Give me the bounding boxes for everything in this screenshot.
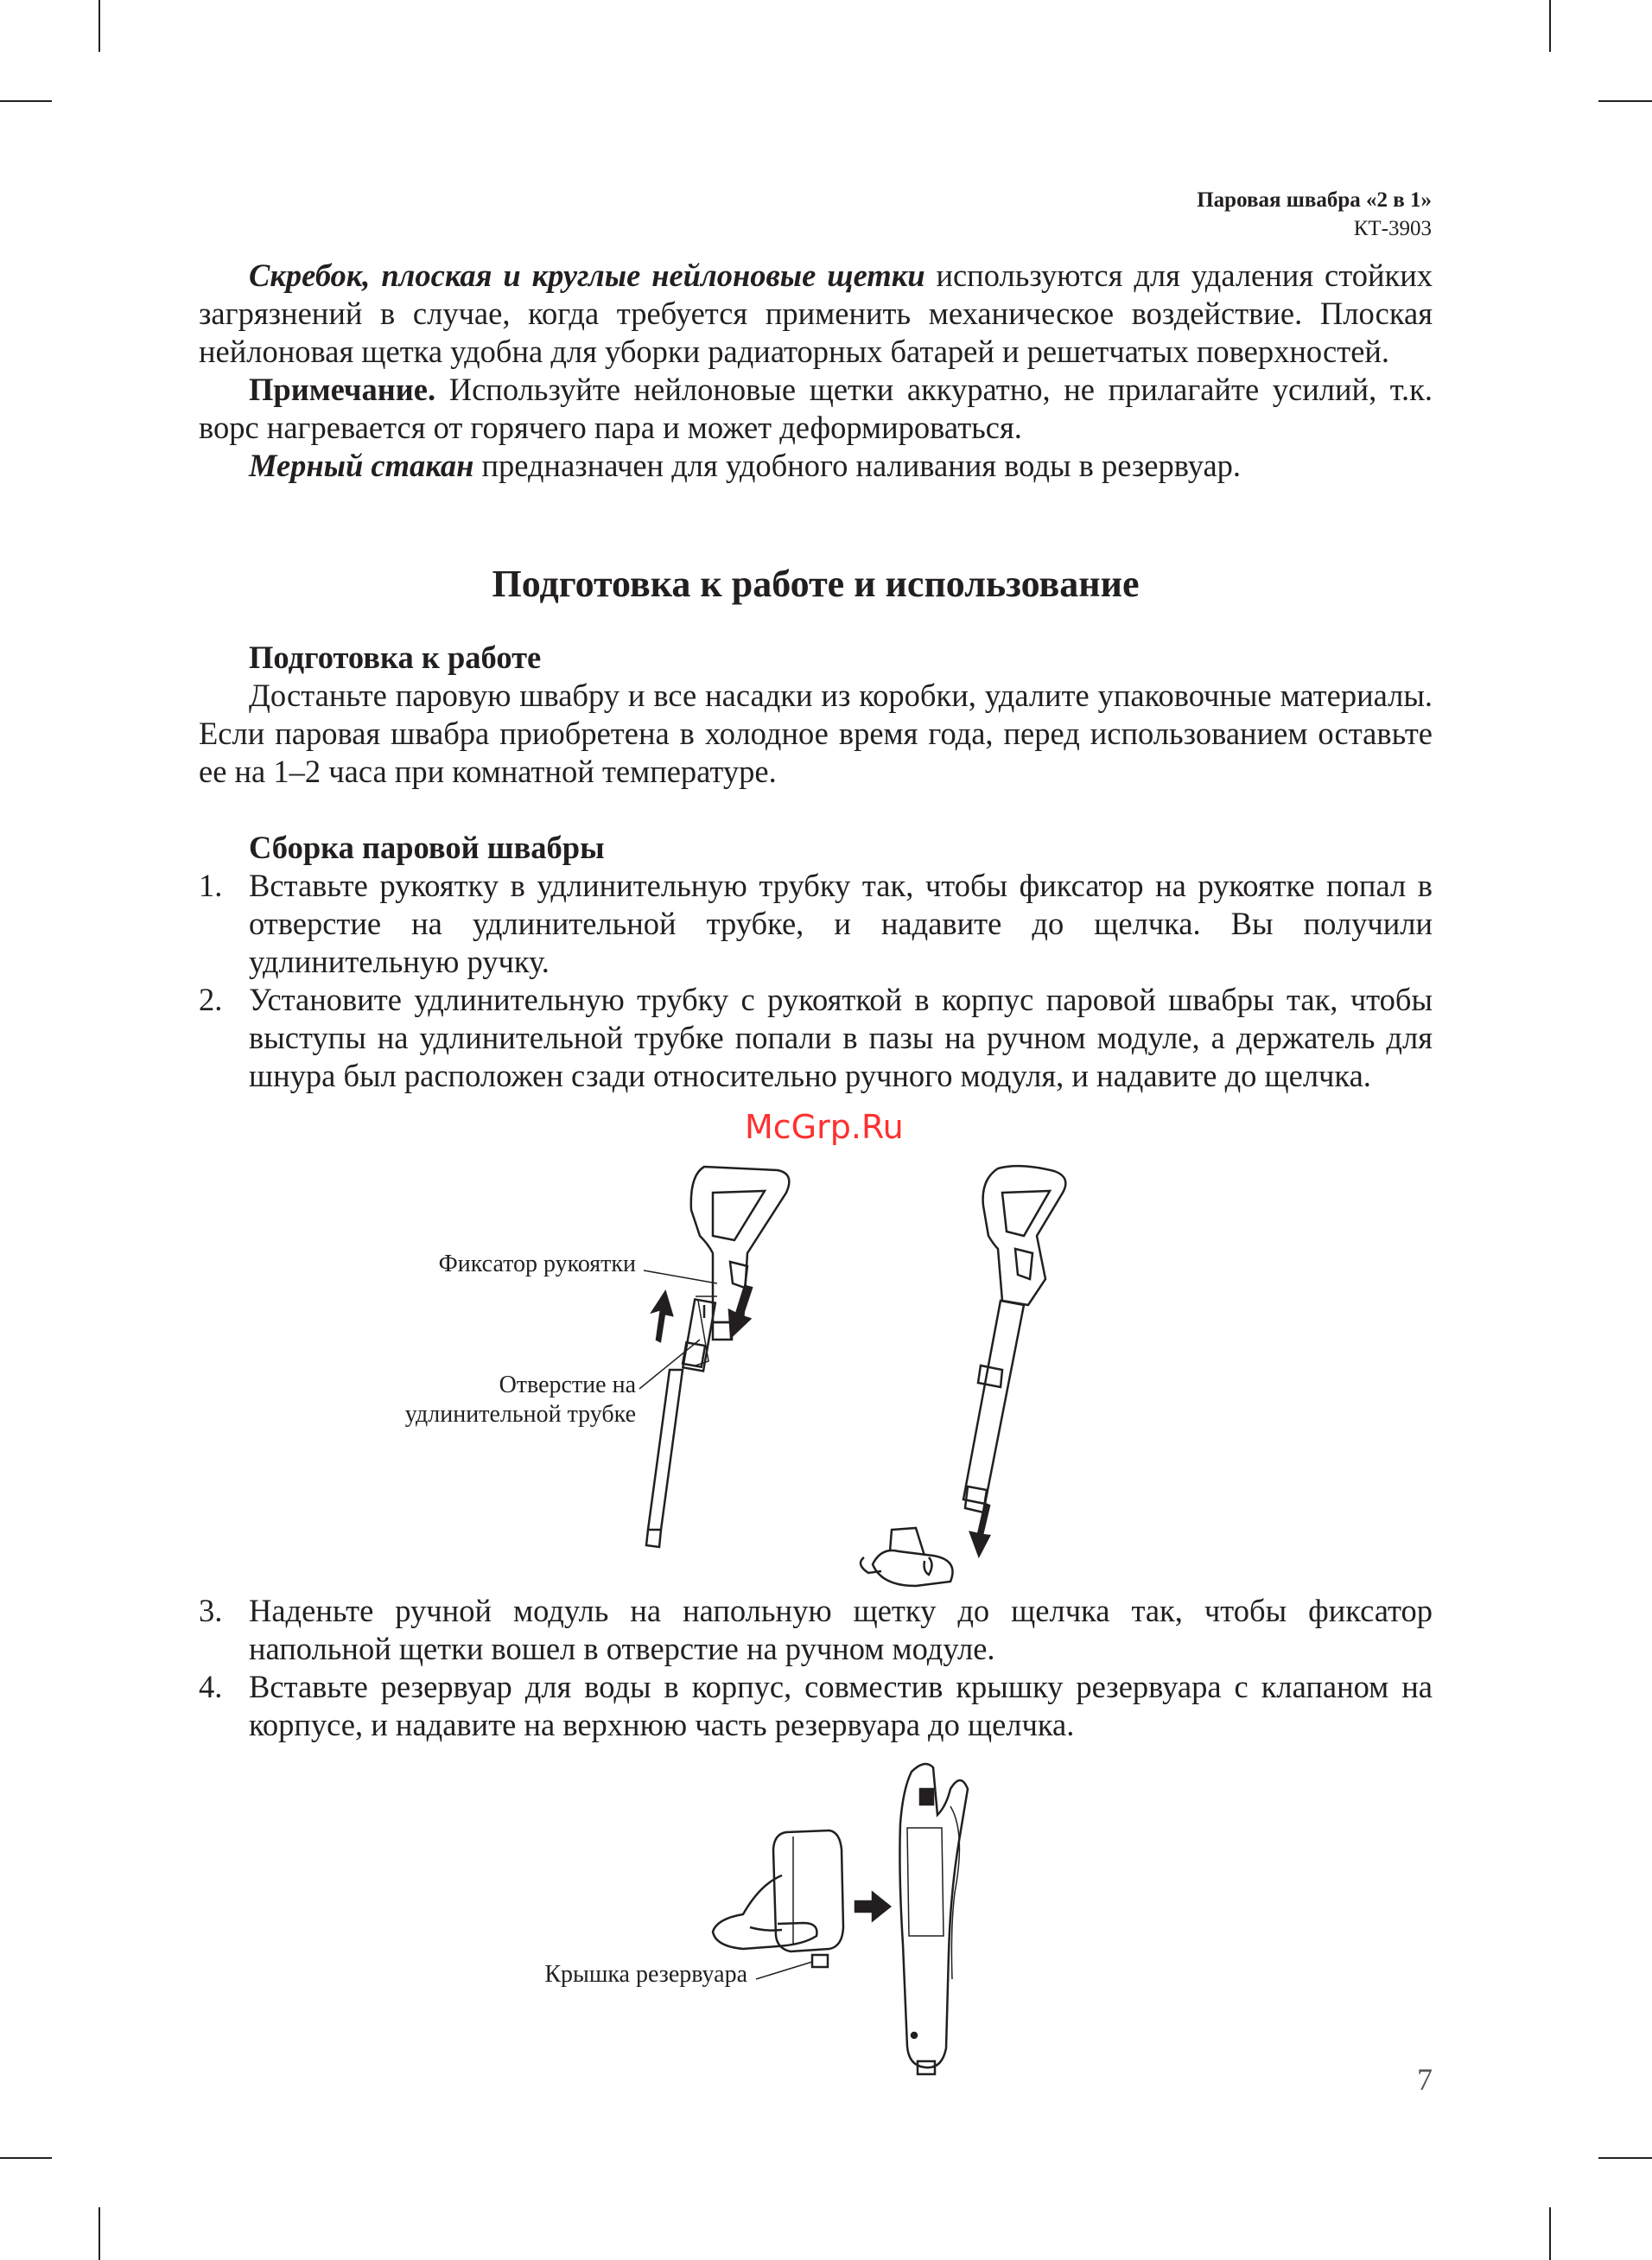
- step-text: Вставьте резервуар для воды в корпус, совместив крышку резервуара с клапаном на корпусе, и надавите на верхнюю часть резервуара до щелчка.: [249, 1669, 1433, 1742]
- paragraph-brushes: [199, 257, 1433, 371]
- paragraph-cup-text: предназначен для удобного наливания воды в резервуар.: [473, 448, 1242, 483]
- label-tank-cap: Крышка резервуара: [544, 1961, 747, 1988]
- crop-mark: [0, 2157, 52, 2159]
- crop-mark: [1598, 100, 1652, 102]
- crop-mark: [1598, 2157, 1652, 2159]
- step-number: 3.: [199, 1593, 223, 1628]
- assembly-title: Сборка паровой швабры: [249, 830, 605, 865]
- step-text: Наденьте ручной модуль на напольную щетку до щелчка так, чтобы фиксатор напольной щетки вошел в отверстие на ручном модуле.: [249, 1593, 1433, 1666]
- label-handle-lock: Фиксатор рукоятки: [438, 1251, 636, 1277]
- page-header: [1197, 186, 1432, 243]
- paragraph-brushes-text: используются для удаления стойких загрязнений в случае, когда требуется применить механическое воздействие. Плоская нейлоновая щетка удобна для уборки радиаторных батарей и решетчатых поверхностей.: [199, 258, 1433, 369]
- crop-mark: [0, 100, 52, 102]
- prep-text: Достаньте паровую швабру и все насадки из коробки, удалите упаковочные материалы. Если паровая швабра приобретена в холодное время года, перед использованием оставьте ее на 1–2 часа при комнатной температуре.: [199, 678, 1433, 789]
- list-item: [199, 867, 1433, 981]
- page-number: 7: [1417, 2062, 1433, 2097]
- crop-mark: [1549, 0, 1551, 52]
- step-number: 4.: [199, 1669, 223, 1704]
- header-model: КТ-3903: [1353, 217, 1432, 240]
- step-number: 1.: [199, 868, 223, 903]
- label-tube-hole-line2: удлинительной трубке: [404, 1401, 636, 1428]
- paragraph-cup: [199, 447, 1433, 485]
- crop-mark: [1549, 2207, 1551, 2260]
- figure-handle-assembly: [363, 1158, 1106, 1590]
- page-content: [199, 257, 1433, 1095]
- emphasis-cup: Мерный стакан: [249, 448, 474, 483]
- crop-mark: [98, 0, 100, 52]
- list-item: [199, 1668, 1433, 1744]
- emphasis-brushes: Скребок, плоская и круглые нейлоновые щетки: [249, 258, 925, 293]
- step-text: Установите удлинительную трубку с рукояткой в корпус паровой швабры так, чтобы выступы на удлинительной трубке попали в пазы на ручном модуле, а держатель для шнура был расположен сзади относительно ручного модуля, и надавите до щелчка.: [249, 982, 1433, 1093]
- prep-title: Подготовка к работе: [249, 640, 542, 675]
- step-text: Вставьте рукоятку в удлинительную трубку так, чтобы фиксатор на рукоятке попал в отверстие на удлинительной трубке, и надавите до щелчка. Вы получили удлинительную ручку.: [249, 868, 1433, 979]
- note-text: Используйте нейлоновые щетки аккуратно, не прилагайте усилий, т.к. ворс нагревается от горячего пара и может деформироваться.: [199, 372, 1433, 445]
- figure-water-tank: [691, 1754, 1037, 2083]
- assembly-steps-1-2: [199, 867, 1433, 1095]
- assembly-steps-3-4: [199, 1592, 1433, 1744]
- crop-mark: [98, 2207, 100, 2260]
- section-title: Подготовка к работе и использование: [492, 563, 1140, 605]
- header-title: Паровая швабра «2 в 1»: [1197, 188, 1432, 212]
- watermark: McGrp.Ru: [745, 1108, 904, 1146]
- label-tube-hole-line1: Отверстие на: [499, 1372, 636, 1398]
- list-item: [199, 981, 1433, 1095]
- note-label: Примечание.: [249, 372, 436, 407]
- paragraph-note: [199, 371, 1433, 447]
- step-number: 2.: [199, 982, 223, 1017]
- list-item: [199, 1592, 1433, 1668]
